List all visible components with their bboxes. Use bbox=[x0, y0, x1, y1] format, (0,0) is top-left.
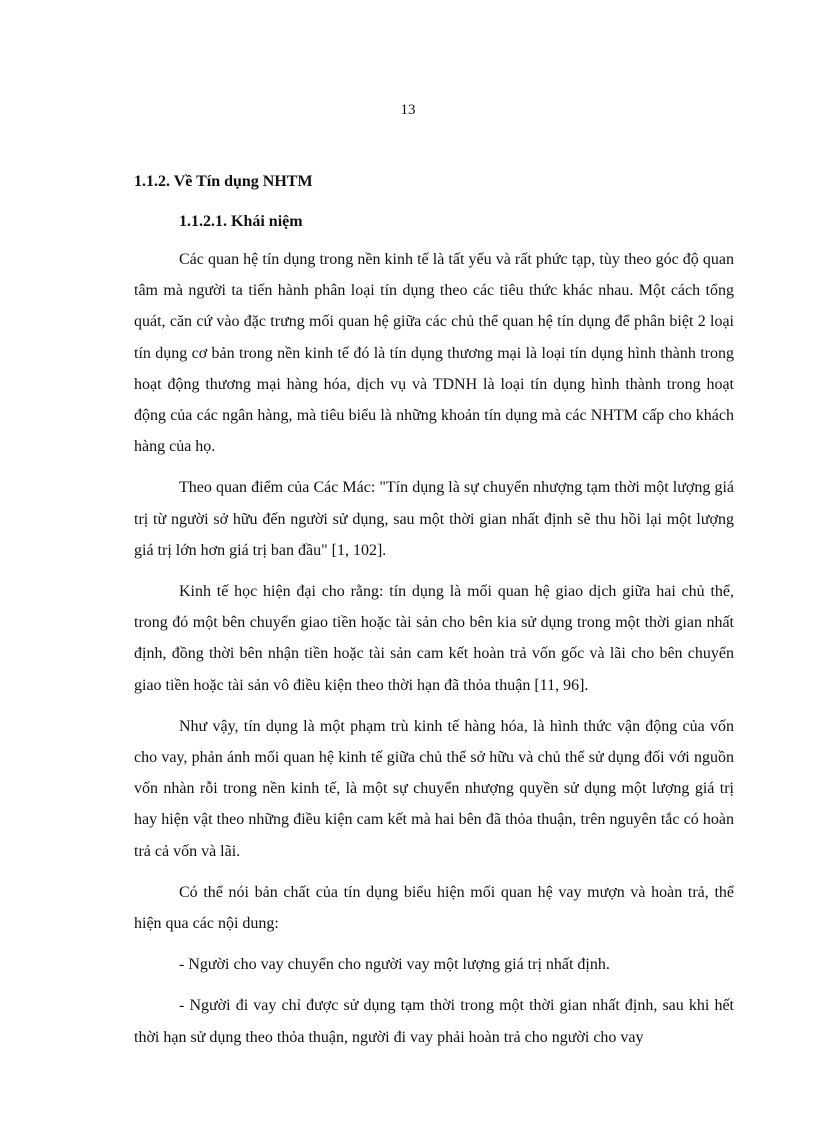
list-item-borrower: - Người đi vay chỉ được sử dụng tạm thời trong một thời gian nhất định, sau khi hết thời hạn sử dụng theo thỏa thuận, người đi vay phải hoàn trả cho người cho vay bbox=[134, 997, 734, 1046]
list-item-lender: - Người cho vay chuyển cho người vay một lượng giá trị nhất định. bbox=[179, 956, 610, 974]
paragraph-modern-economics: Kinh tế học hiện đại cho rằng: tín dụng là mối quan hệ giao dịch giữa hai chủ thể, trong đó một bên chuyển giao tiền hoặc tài sản cho bên kia sử dụng trong một thời gian nhất định, đồng thời bên nhận tiền hoặc tài sản cam kết hoàn trả vốn gốc và lãi cho bên chuyển giao tiền hoặc tài sản vô điều kiện theo thời hạn đã thỏa thuận [11, 96]. bbox=[134, 583, 734, 694]
document-body bbox=[134, 166, 734, 1063]
paragraph-nature-intro: Có thể nói bản chất của tín dụng biểu hiện mối quan hệ vay mượn và hoàn trả, thể hiện qua các nội dung: bbox=[134, 883, 734, 933]
paragraph-credit-classification: Các quan hệ tín dụng trong nền kinh tế là tất yếu và rất phức tạp, tùy theo góc độ quan tâm mà người ta tiến hành phân loại tín dụng theo các tiêu thức khác nhau. Một cách tổng quát, căn cứ vào đặc trưng mối quan hệ giữa các chủ thể quan hệ tín dụng để phân biệt 2 loại tín dụng cơ bản trong nền kinh tế đó là tín dụng thương mại là loại tín dụng hình thành trong hoạt động thương mại hàng hóa, dịch vụ và TDNH là loại tín dụng hình thành trong hoạt động của các ngân hàng, mà tiêu biểu là những khoản tín dụng mà các NHTM cấp cho khách hàng của họ. bbox=[134, 251, 734, 456]
subsection-heading: 1.1.2.1. Khái niệm bbox=[179, 213, 303, 230]
section-heading: 1.1.2. Về Tín dụng NHTM bbox=[134, 173, 313, 190]
page-number: 13 bbox=[400, 102, 416, 118]
paragraph-summary: Như vậy, tín dụng là một phạm trù kinh tế hàng hóa, là hình thức vận động của vốn cho vay, phản ánh mối quan hệ kinh tế giữa chủ thể sở hữu và chủ thể sử dụng đối với nguồn vốn nhàn rỗi trong nền kinh tế, là một sự chuyển nhượng quyền sử dụng một lượng giá trị hay hiện vật theo những điều kiện cam kết mà hai bên đã thỏa thuận, trên nguyên tắc có hoàn trả cả vốn và lãi. bbox=[134, 717, 734, 860]
paragraph-marx-definition: Theo quan điểm của Các Mác: "Tín dụng là sự chuyển nhượng tạm thời một lượng giá trị từ người sở hữu đến người sử dụng, sau một thời gian nhất định sẽ thu hồi lại một lượng giá trị lớn hơn giá trị ban đầu" [1, 102]. bbox=[134, 479, 734, 559]
